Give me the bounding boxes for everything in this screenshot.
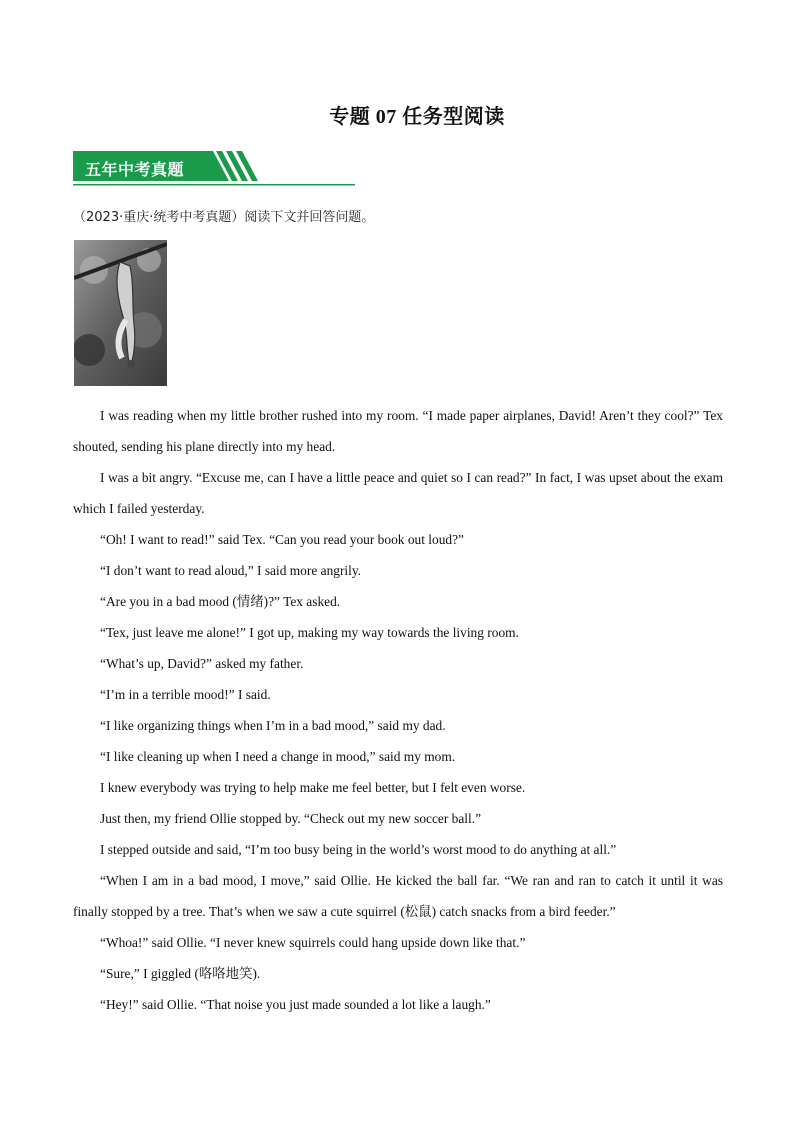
paragraph: “What’s up, David?” asked my father. [100,656,304,671]
section-banner [73,151,355,186]
paragraph: I was a bit angry. “Excuse me, can I have a little peace and quiet so I can read?” In fact, I was upset about the exam which I failed yesterday. [73,470,723,516]
paragraph: “When I am in a bad mood, I move,” said Ollie. He kicked the ball far. “We ran and ran to catch it until it was finally stopped by a tree. That’s when we saw a cute squirrel (松鼠) catch snacks from a bird feeder.” [73,873,723,919]
paragraph: “Are you in a bad mood (情绪)?” Tex asked. [100,594,341,609]
paragraph: “I don’t want to read aloud,” I said more angrily. [100,563,362,578]
section-banner-label: 五年中考真题 [85,160,185,179]
paragraph: “Whoa!” said Ollie. “I never knew squirrels could hang upside down like that.” [100,935,526,950]
paragraph: “I like organizing things when I’m in a bad mood,” said my dad. [100,718,446,733]
page-title: 专题 07 任务型阅读 [329,106,505,128]
source-line: （2023·重庆·统考中考真题）阅读下文并回答问题。 [73,210,375,225]
paragraph: I stepped outside and said, “I’m too busy being in the world’s worst mood to do anything at all.” [100,842,617,857]
paragraph: “I like cleaning up when I need a change in mood,” said my mom. [100,749,456,764]
paragraph: “I’m in a terrible mood!” I said. [100,687,271,702]
paragraph: “Hey!” said Ollie. “That noise you just made sounded a lot like a laugh.” [100,997,491,1012]
paragraph: “Tex, just leave me alone!” I got up, making my way towards the living room. [100,625,519,640]
squirrel-photo [74,240,167,386]
paragraph: Just then, my friend Ollie stopped by. “Check out my new soccer ball.” [100,811,482,826]
paragraph: I knew everybody was trying to help make me feel better, but I felt even worse. [100,780,526,795]
paragraph: “Oh! I want to read!” said Tex. “Can you read your book out loud?” [100,532,464,547]
story-text [73,400,723,1020]
paragraph: “Sure,” I giggled (咯咯地笑). [100,966,261,981]
paragraph: I was reading when my little brother rushed into my room. “I made paper airplanes, David! Aren’t they cool?” Tex shouted, sending his plane directly into my head. [73,408,723,454]
